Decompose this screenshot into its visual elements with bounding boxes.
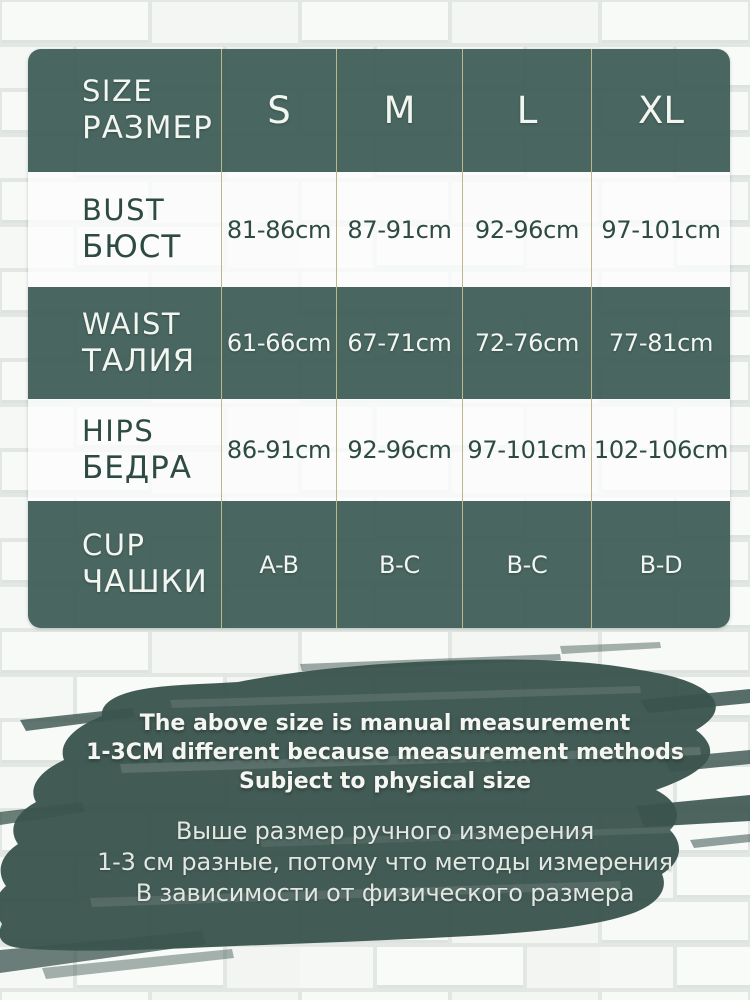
size-table bbox=[28, 49, 730, 628]
bust-value-s: 81-86cm bbox=[226, 215, 332, 244]
waist-value-xl: 77-81cm bbox=[608, 329, 714, 357]
row-label-ru: БЕДРА bbox=[82, 449, 192, 486]
header-cell-size-s bbox=[222, 49, 337, 172]
bust-value-m: 87-91cm bbox=[347, 215, 452, 244]
table-row-hips bbox=[28, 399, 730, 501]
row-label-cell bbox=[28, 501, 222, 628]
waist-value-l: 72-76cm bbox=[474, 329, 580, 357]
row-label-cell bbox=[28, 172, 222, 287]
header-cell-size-m bbox=[337, 49, 463, 172]
table-row-cup bbox=[28, 501, 730, 628]
value-cell bbox=[222, 501, 337, 628]
cup-value-m: B-C bbox=[379, 550, 420, 579]
bust-value-xl: 97-101cm bbox=[601, 215, 721, 244]
value-cell bbox=[463, 287, 592, 399]
size-letter: S bbox=[267, 89, 291, 132]
row-label-cell bbox=[28, 287, 222, 399]
hips-value-m: 92-96cm bbox=[347, 436, 452, 464]
bust-value-l: 92-96cm bbox=[474, 215, 580, 244]
cup-value-l: B-C bbox=[506, 550, 548, 579]
header-cell-size-xl bbox=[592, 49, 730, 172]
note-ru-line: 1-3 см разные, потому что методы измерения bbox=[97, 848, 673, 876]
row-label-ru: ТАЛИЯ bbox=[82, 342, 196, 379]
value-cell bbox=[592, 287, 730, 399]
row-label-ru: ЧАШКИ bbox=[82, 564, 208, 600]
header-label-en: SIZE bbox=[82, 74, 154, 108]
value-cell bbox=[592, 172, 730, 287]
value-cell bbox=[337, 399, 463, 501]
value-cell bbox=[463, 399, 592, 501]
size-letter: XL bbox=[638, 89, 684, 132]
value-cell bbox=[592, 501, 730, 628]
row-label-en: WAIST bbox=[82, 306, 182, 341]
row-label-en: CUP bbox=[82, 528, 146, 562]
note-en-line: 1-3CM different because measurement methods bbox=[86, 740, 684, 765]
header-cell-size-l bbox=[463, 49, 592, 172]
hips-value-xl: 102-106cm bbox=[593, 436, 729, 464]
table-row-bust bbox=[28, 172, 730, 287]
row-label-en: BUST bbox=[82, 193, 166, 227]
size-letter: L bbox=[516, 89, 538, 132]
row-label-ru: БЮСТ bbox=[82, 229, 182, 265]
value-cell bbox=[337, 172, 463, 287]
value-cell bbox=[337, 287, 463, 399]
value-cell bbox=[463, 172, 592, 287]
value-cell bbox=[463, 501, 592, 628]
table-header-row bbox=[28, 49, 730, 172]
header-label-ru: РАЗМЕР bbox=[82, 110, 213, 146]
header-label-cell bbox=[28, 49, 222, 172]
value-cell bbox=[222, 287, 337, 399]
row-label-cell bbox=[28, 399, 222, 501]
waist-value-s: 61-66cm bbox=[226, 329, 332, 357]
note-ru-line: В зависимости от физического размера bbox=[135, 879, 635, 907]
note-ru-line: Выше размер ручного измерения bbox=[175, 817, 595, 845]
value-cell bbox=[592, 399, 730, 501]
note-en-line: The above size is manual measurement bbox=[139, 711, 631, 736]
row-label-en: HIPS bbox=[82, 413, 155, 448]
cup-value-s: A-B bbox=[259, 550, 299, 579]
table-row-waist bbox=[28, 287, 730, 399]
hips-value-l: 97-101cm bbox=[467, 436, 587, 464]
measurement-note-ru bbox=[30, 816, 740, 909]
waist-value-m: 67-71cm bbox=[347, 329, 452, 357]
note-en-line: Subject to physical size bbox=[238, 769, 532, 794]
cup-value-xl: B-D bbox=[639, 550, 683, 579]
value-cell bbox=[222, 399, 337, 501]
value-cell bbox=[222, 172, 337, 287]
size-letter: M bbox=[383, 89, 416, 132]
hips-value-s: 86-91cm bbox=[226, 436, 332, 464]
measurement-note-en bbox=[35, 709, 735, 796]
value-cell bbox=[337, 501, 463, 628]
